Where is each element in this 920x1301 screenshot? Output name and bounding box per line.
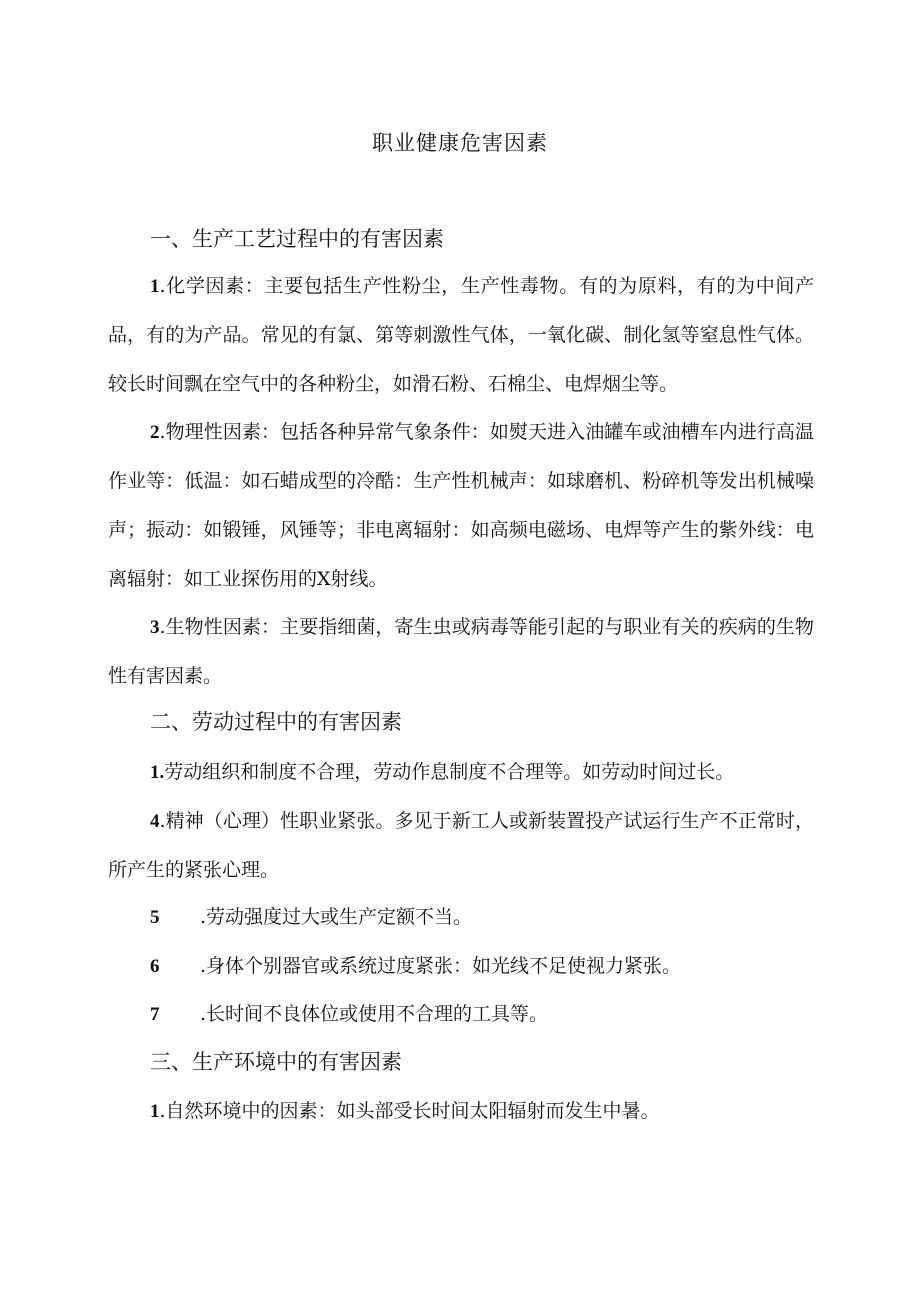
item-number: 1. <box>150 762 165 783</box>
item-number: 5 <box>150 907 160 928</box>
item-text: .化学因素：主要包括生产性粉尘，生产性毒物。有的为原料，有的为中间产品，有的为产品。常见的有氯、第等刺激性气体，一氧化碳、制化氢等窒息性气体。较长时间飘在空气中的各种粉尘，如滑石粉、石棉尘、电焊烟尘等。 <box>108 275 814 395</box>
item-text: .劳动强度过大或生产定额不当。 <box>200 906 473 928</box>
item-number: 4 <box>150 811 160 832</box>
section-heading-1: 一、生产工艺过程中的有害因素 <box>150 227 444 251</box>
item-text: 劳动组织和制度不合理，劳动作息制度不合理等。如劳动时间过长。 <box>164 761 735 783</box>
item-text: .精神（心理）性职业紧张。多见于新工人或新装置投产试运行生产不正常时，所产生的紧张心理。 <box>108 810 814 881</box>
paragraph-labor-organization <box>108 757 814 788</box>
list-item-labor-intensity <box>150 902 472 933</box>
paragraph-physical-factors <box>108 408 814 604</box>
paragraph-biological-factors <box>108 603 814 701</box>
item-text: .身体个别器官或系统过度紧张：如光线不足使视力紧张。 <box>200 955 682 977</box>
item-text: .生物性因素：主要指细菌，寄生虫或病毒等能引起的与职业有关的疾病的生物性有害因素。 <box>108 616 814 687</box>
item-number: 6 <box>150 956 160 977</box>
item-number: 7 <box>150 1004 160 1025</box>
item-text: .长时间不良体位或使用不合理的工具等。 <box>200 1003 549 1025</box>
item-text: .物理性因素：包括各种异常气象条件：如熨天进入油罐车或油槽车内进行高温作业等：低温：如石蜡成型的冷酷：生产性机械声：如球磨机、粉碎机等发出机械噪声；振动：如锻锤，风锤等；非电离辐射：如高频电磁场、电焊等产生的紫外线：电离辐射：如工业探伤用的X射线。 <box>108 421 814 590</box>
item-number: 3 <box>150 617 160 638</box>
list-item-bad-posture <box>150 999 548 1030</box>
list-item-organ-strain <box>150 951 681 982</box>
item-number: 1 <box>150 1101 160 1122</box>
item-number: 2 <box>150 422 160 443</box>
paragraph-natural-environment <box>108 1096 814 1127</box>
section-heading-2: 二、劳动过程中的有害因素 <box>150 710 402 734</box>
paragraph-chemical-factors <box>108 262 814 409</box>
section-heading-3: 三、生产环境中的有害因素 <box>150 1050 402 1074</box>
page-title: 职业健康危害因素 <box>372 131 548 155</box>
item-number: 1 <box>150 276 160 297</box>
item-text: .自然环境中的因素：如头部受长时间太阳辐射而发生中暑。 <box>159 1100 660 1122</box>
paragraph-mental-stress <box>108 797 814 895</box>
